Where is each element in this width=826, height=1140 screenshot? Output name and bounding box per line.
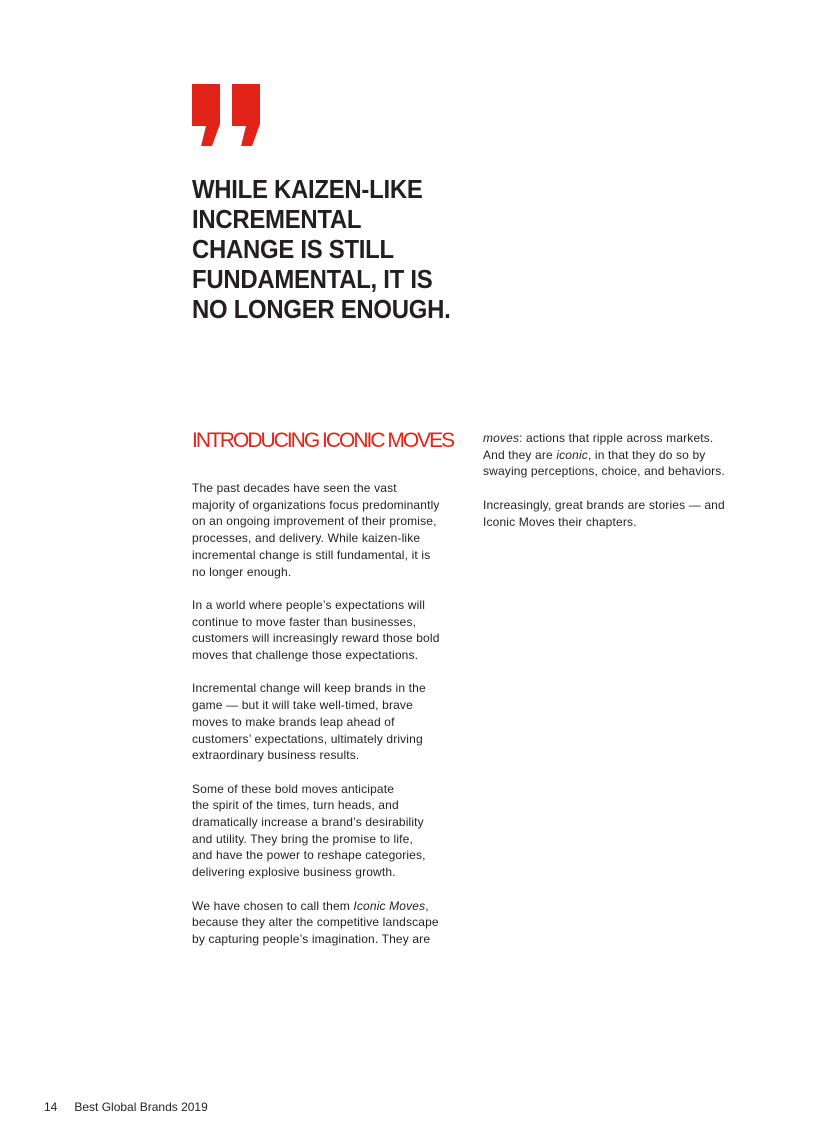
text-line xyxy=(192,898,472,915)
text-line: Some of these bold moves anticipate xyxy=(192,781,395,796)
body-column-left xyxy=(192,480,472,964)
text-line: The past decades have seen the vast xyxy=(192,481,397,495)
text-line: swaying perceptions, choice, and behaviors. xyxy=(483,464,725,479)
paragraph xyxy=(483,497,763,530)
paragraph xyxy=(192,480,472,580)
body-column-right xyxy=(483,430,763,547)
text-line xyxy=(483,430,763,447)
text-line: by capturing people’s imagination. They are xyxy=(192,931,431,946)
pull-quote xyxy=(192,174,468,324)
text-run: , xyxy=(425,898,429,913)
text-line: delivering explosive business growth. xyxy=(192,865,396,880)
text-line: Increasingly, great brands are stories — and xyxy=(483,497,725,512)
text-line: In a world where people’s expectations will xyxy=(192,597,426,612)
section-title: INTRODUCING ICONIC MOVES xyxy=(192,429,454,452)
text-line: moves to make brands leap ahead of xyxy=(192,714,395,729)
text-line: no longer enough. xyxy=(192,564,292,579)
double-quote-icon xyxy=(192,84,266,146)
text-line: customers’ expectations, ultimately driving xyxy=(192,731,423,746)
text-run: , in that they do so by xyxy=(587,447,706,462)
text-line: incremental change is still fundamental, it is xyxy=(192,547,431,562)
text-line: dramatically increase a brand’s desirability xyxy=(192,815,424,830)
text-line: customers will increasingly reward those bold xyxy=(192,631,440,646)
paragraph xyxy=(192,597,472,664)
text-run: And they are xyxy=(483,447,557,462)
text-line: continue to move faster than businesses, xyxy=(192,614,417,629)
text-run: : actions that ripple across markets. xyxy=(519,431,714,445)
paragraph xyxy=(483,430,763,480)
pull-quote-line: FUNDAMENTAL, IT IS xyxy=(192,264,433,294)
pull-quote-line: INCREMENTAL xyxy=(192,204,362,234)
text-line: game — but it will take well-timed, brave xyxy=(192,698,413,713)
text-line xyxy=(483,447,763,464)
text-line: because they alter the competitive landscape xyxy=(192,915,439,930)
text-line: processes, and delivery. While kaizen-like xyxy=(192,531,421,546)
text-line: extraordinary business results. xyxy=(192,748,360,763)
text-line: on an ongoing improvement of their promise, xyxy=(192,514,437,529)
text-line: and have the power to reshape categories, xyxy=(192,848,426,863)
pull-quote-line: WHILE KAIZEN-LIKE xyxy=(192,174,423,204)
publication-title: Best Global Brands 2019 xyxy=(74,1100,208,1114)
text-line: majority of organizations focus predominantly xyxy=(192,497,440,512)
text-line: Incremental change will keep brands in the xyxy=(192,681,426,696)
page-number: 14 xyxy=(44,1100,58,1114)
paragraph xyxy=(192,898,472,948)
text-line: Iconic Moves their chapters. xyxy=(483,514,637,529)
text-line: the spirit of the times, turn heads, and xyxy=(192,798,399,813)
pull-quote-line: NO LONGER ENOUGH. xyxy=(192,294,451,324)
text-line: and utility. They bring the promise to life, xyxy=(192,831,413,846)
emphasis-text: iconic xyxy=(556,447,588,462)
paragraph xyxy=(192,680,472,764)
text-run: We have chosen to call them xyxy=(192,898,354,913)
pull-quote-line: CHANGE IS STILL xyxy=(192,234,394,264)
text-line: moves that challenge those expectations. xyxy=(192,648,419,663)
emphasis-text: moves xyxy=(483,431,520,445)
paragraph xyxy=(192,781,472,881)
emphasis-text: Iconic Moves xyxy=(353,898,426,913)
page-footer xyxy=(44,1099,208,1115)
